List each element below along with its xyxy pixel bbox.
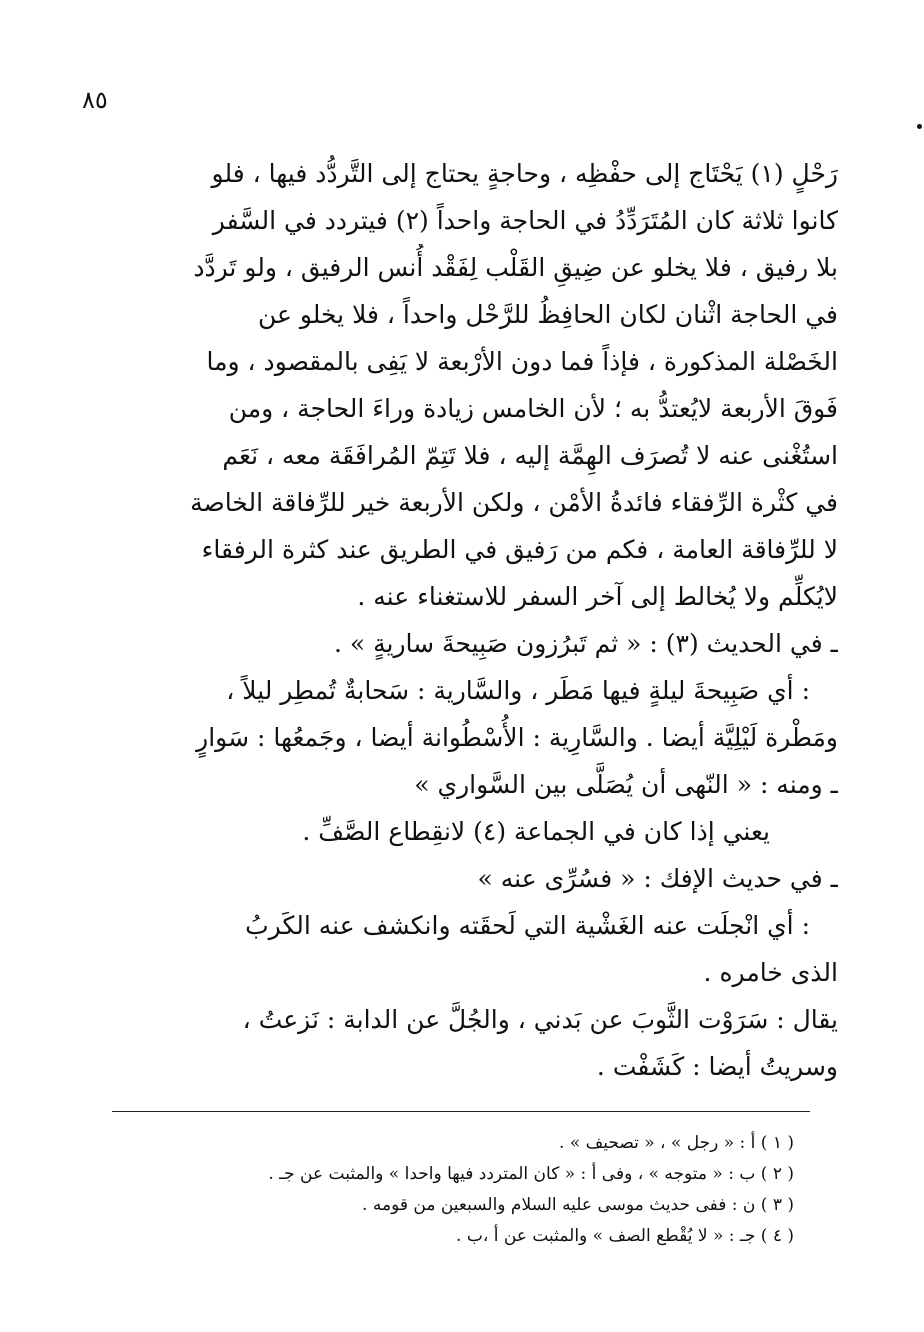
text-line: يعني إذا كان في الجماعة (٤) لانقِطاع الصَّفِّ . [302, 817, 770, 846]
footnotes [120, 1128, 794, 1252]
footnote: ( ٣ ) ن : ففى حديث موسى عليه السلام والسبعين من قومه . [362, 1195, 794, 1215]
text-line: وسريتُ أيضا : كَشَفْت . [596, 1052, 838, 1081]
hadith-heading: ـ في الحديث (٣) : « ثم تَبرُزون صَبِيحةَ ساريةٍ » . [333, 629, 838, 658]
text-line: بلا رفيق ، فلا يخلو عن ضِيقِ القَلْب لِفَقْد أُنس الرفيق ، ولو تَردَّد [193, 253, 838, 282]
footnote: ( ١ ) أ : « رجل » ، « تصحيف » . [559, 1133, 794, 1153]
text-line: : أي انْجلَت عنه الغَشْية التي لَحقَته وانكشف عنه الكَربُ [245, 911, 810, 940]
text-line: الخَصْلة المذكورة ، فإذاً فما دون الأرْبعة لا يَفِى بالمقصود ، وما [206, 347, 838, 376]
footnote: ( ٢ ) ب : « متوجه » ، وفى أ : « كان المتردد فيها واحدا » والمثبت عن جـ . [268, 1164, 794, 1184]
text-line: في الحاجة اثْنان لكان الحافِظُ للرَّحْل واحداً ، فلا يخلو عن [257, 300, 838, 329]
text-line: يقال : سَرَوْت الثَّوبَ عن بَدني ، والجُلَّ عن الدابة : نَزعتُ ، [242, 1005, 838, 1034]
text-line: رَحْلٍ (١) يَحْتَاج إلى حفْظِه ، وحاجةٍ يحتاج إلى التَّردُّد فيها ، فلو [211, 159, 838, 188]
page-number: ٨٥ [82, 86, 108, 114]
footnote-divider [112, 1111, 810, 1112]
text-line: كانوا ثلاثة كان المُتَرَدِّدُ في الحاجة واحداً (٢) فيتردد في السَّفر [212, 206, 838, 235]
text-line: : أي صَبِيحةَ ليلةٍ فيها مَطَر ، والسَّارية : سَحابةٌ تُمطِر ليلاً ، [226, 676, 810, 705]
footnote: ( ٤ ) جـ : « لا يُقْطع الصف » والمثبت عن أ ،ب . [456, 1226, 794, 1246]
text-line: الذى خامره . [703, 958, 838, 987]
hadith-heading: ـ ومنه : « النّهى أن يُصَلَّى بين السَّواري » [414, 770, 838, 799]
main-text [70, 150, 838, 1090]
text-line: استُغْنى عنه لا تُصرَف الهِمَّة إليه ، فلا تَتِمّ المُرافَقَة معه ، نَعَم [222, 441, 838, 470]
text-line: لا للرِّفاقة العامة ، فكم من رَفيق في الطريق عند كثرة الرفقاء [201, 535, 838, 564]
text-line: ومَطْرة لَيْلِيَّة أيضا . والسَّارِية : الأُسْطُوانة أيضا ، وجَمعُها : سَوارٍ [196, 723, 838, 752]
margin-mark [917, 124, 922, 129]
text-line: فَوقَ الأربعة لايُعتدُّ به ؛ لأن الخامس زيادة وراءَ الحاجة ، ومن [228, 394, 838, 423]
text-line: لايُكلِّم ولا يُخالط إلى آخر السفر للاستغناء عنه . [357, 582, 838, 611]
hadith-heading: ـ في حديث الإفك : « فسُرِّى عنه » [477, 864, 838, 893]
text-line: في كثْرة الرِّفقاء فائدةُ الأمْن ، ولكن الأربعة خير للرِّفاقة الخاصة [190, 488, 838, 517]
